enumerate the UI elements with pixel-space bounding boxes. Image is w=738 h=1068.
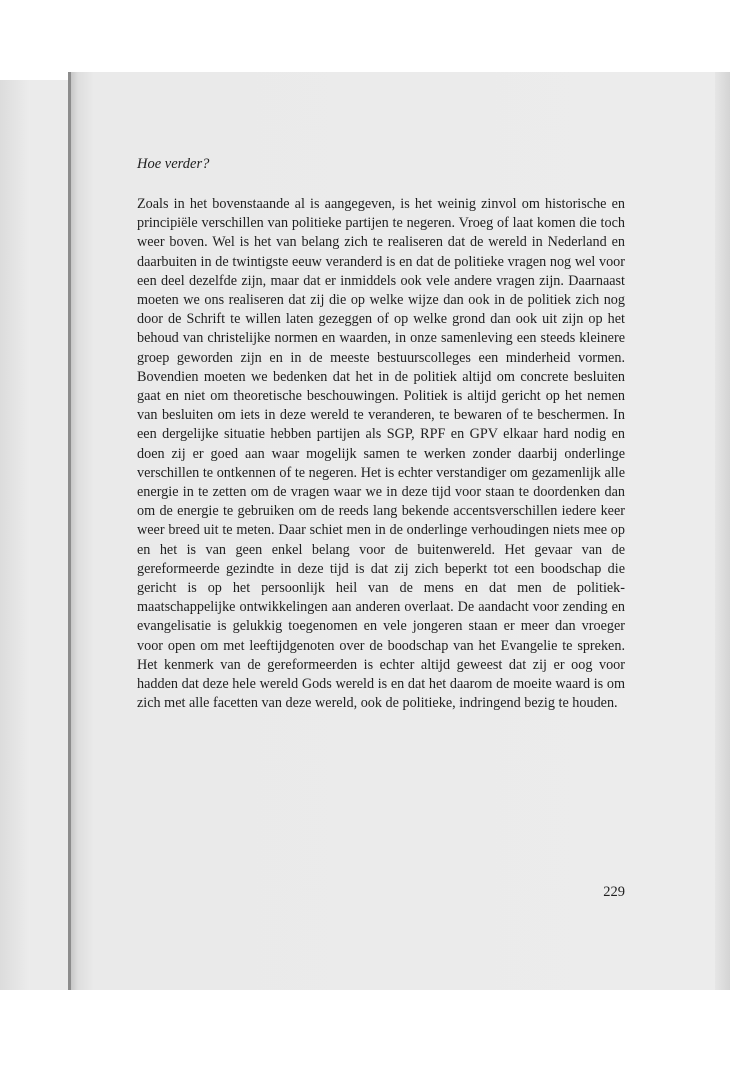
page-edge-shadow bbox=[715, 72, 730, 990]
body-paragraph: Zoals in het bovenstaande al is aangegeven, is het weinig zinvol om historische en principiële verschillen van politieke partijen te negeren. Vroeg of laat komen die toch weer boven. Wel is het van belang zich te realiseren dat de wereld in Nederland en daarbuiten in de twintigste eeuw veranderd is en dat de politieke vragen nog wel voor een deel dezelfde zijn, maar dat er inmiddels ook vele andere vragen zijn. Daarnaast moeten we ons realiseren dat zij die op welke wijze dan ook in de politiek zich nog door de Schrift te willen laten gezeggen of op welke grond dan ook uit zijn op het behoud van christelijke normen en waarden, in onze samenleving een steeds kleinere groep geworden zijn en in de meeste bestuurscolleges een minderheid vormen. Bovendien moeten we bedenken dat het in de politiek altijd om concrete besluiten gaat en niet om theoretische beschouwingen. Politiek is altijd gericht op het nemen van besluiten om iets in deze wereld te veranderen, te bewaren of te beschermen. In een dergelijke situatie hebben partijen als SGP, RPF en GPV elkaar hard nodig en doen zij er goed aan waar mogelijk samen te werken zonder daarbij onderlinge verschillen te ontkennen of te negeren. Het is echter verstandiger om gezamenlijk alle energie in te zetten om de vragen waar we in deze tijd voor staan te doordenken dan om de energie te gebruiken om de reeds lang bekende accentsverschillen iedere keer weer breed uit te meten. Daar schiet men in de onderlinge verhoudingen niets mee op en het is van geen enkel belang voor de buitenwereld. Het gevaar van de gereformeerde gezindte in deze tijd is dat zij zich beperkt tot een boodschap die gericht is op het persoonlijk heil van de mens en dat men de politiek-maatschappelijke ontwikkelingen aan anderen overlaat. De aandacht voor zending en evangelisatie is gelukkig toegenomen en vele jongeren staan er meer dan vroeger voor open om met leeftijdgenoten over de boodschap van het Evangelie te spreken. Het kenmerk van de gereformeerden is echter altijd geweest dat zij er oog voor hadden dat deze hele wereld Gods wereld is en dat het daarom de moeite waard is om zich met alle facetten van deze wereld, ook de politieke, indringend bezig te houden. bbox=[137, 196, 625, 712]
left-page-edge bbox=[0, 80, 69, 990]
section-heading: Hoe verder? bbox=[137, 156, 210, 172]
left-page-shadow bbox=[0, 80, 30, 990]
page-number: 229 bbox=[603, 884, 625, 900]
page-content bbox=[137, 156, 625, 713]
book-gutter bbox=[68, 72, 71, 990]
